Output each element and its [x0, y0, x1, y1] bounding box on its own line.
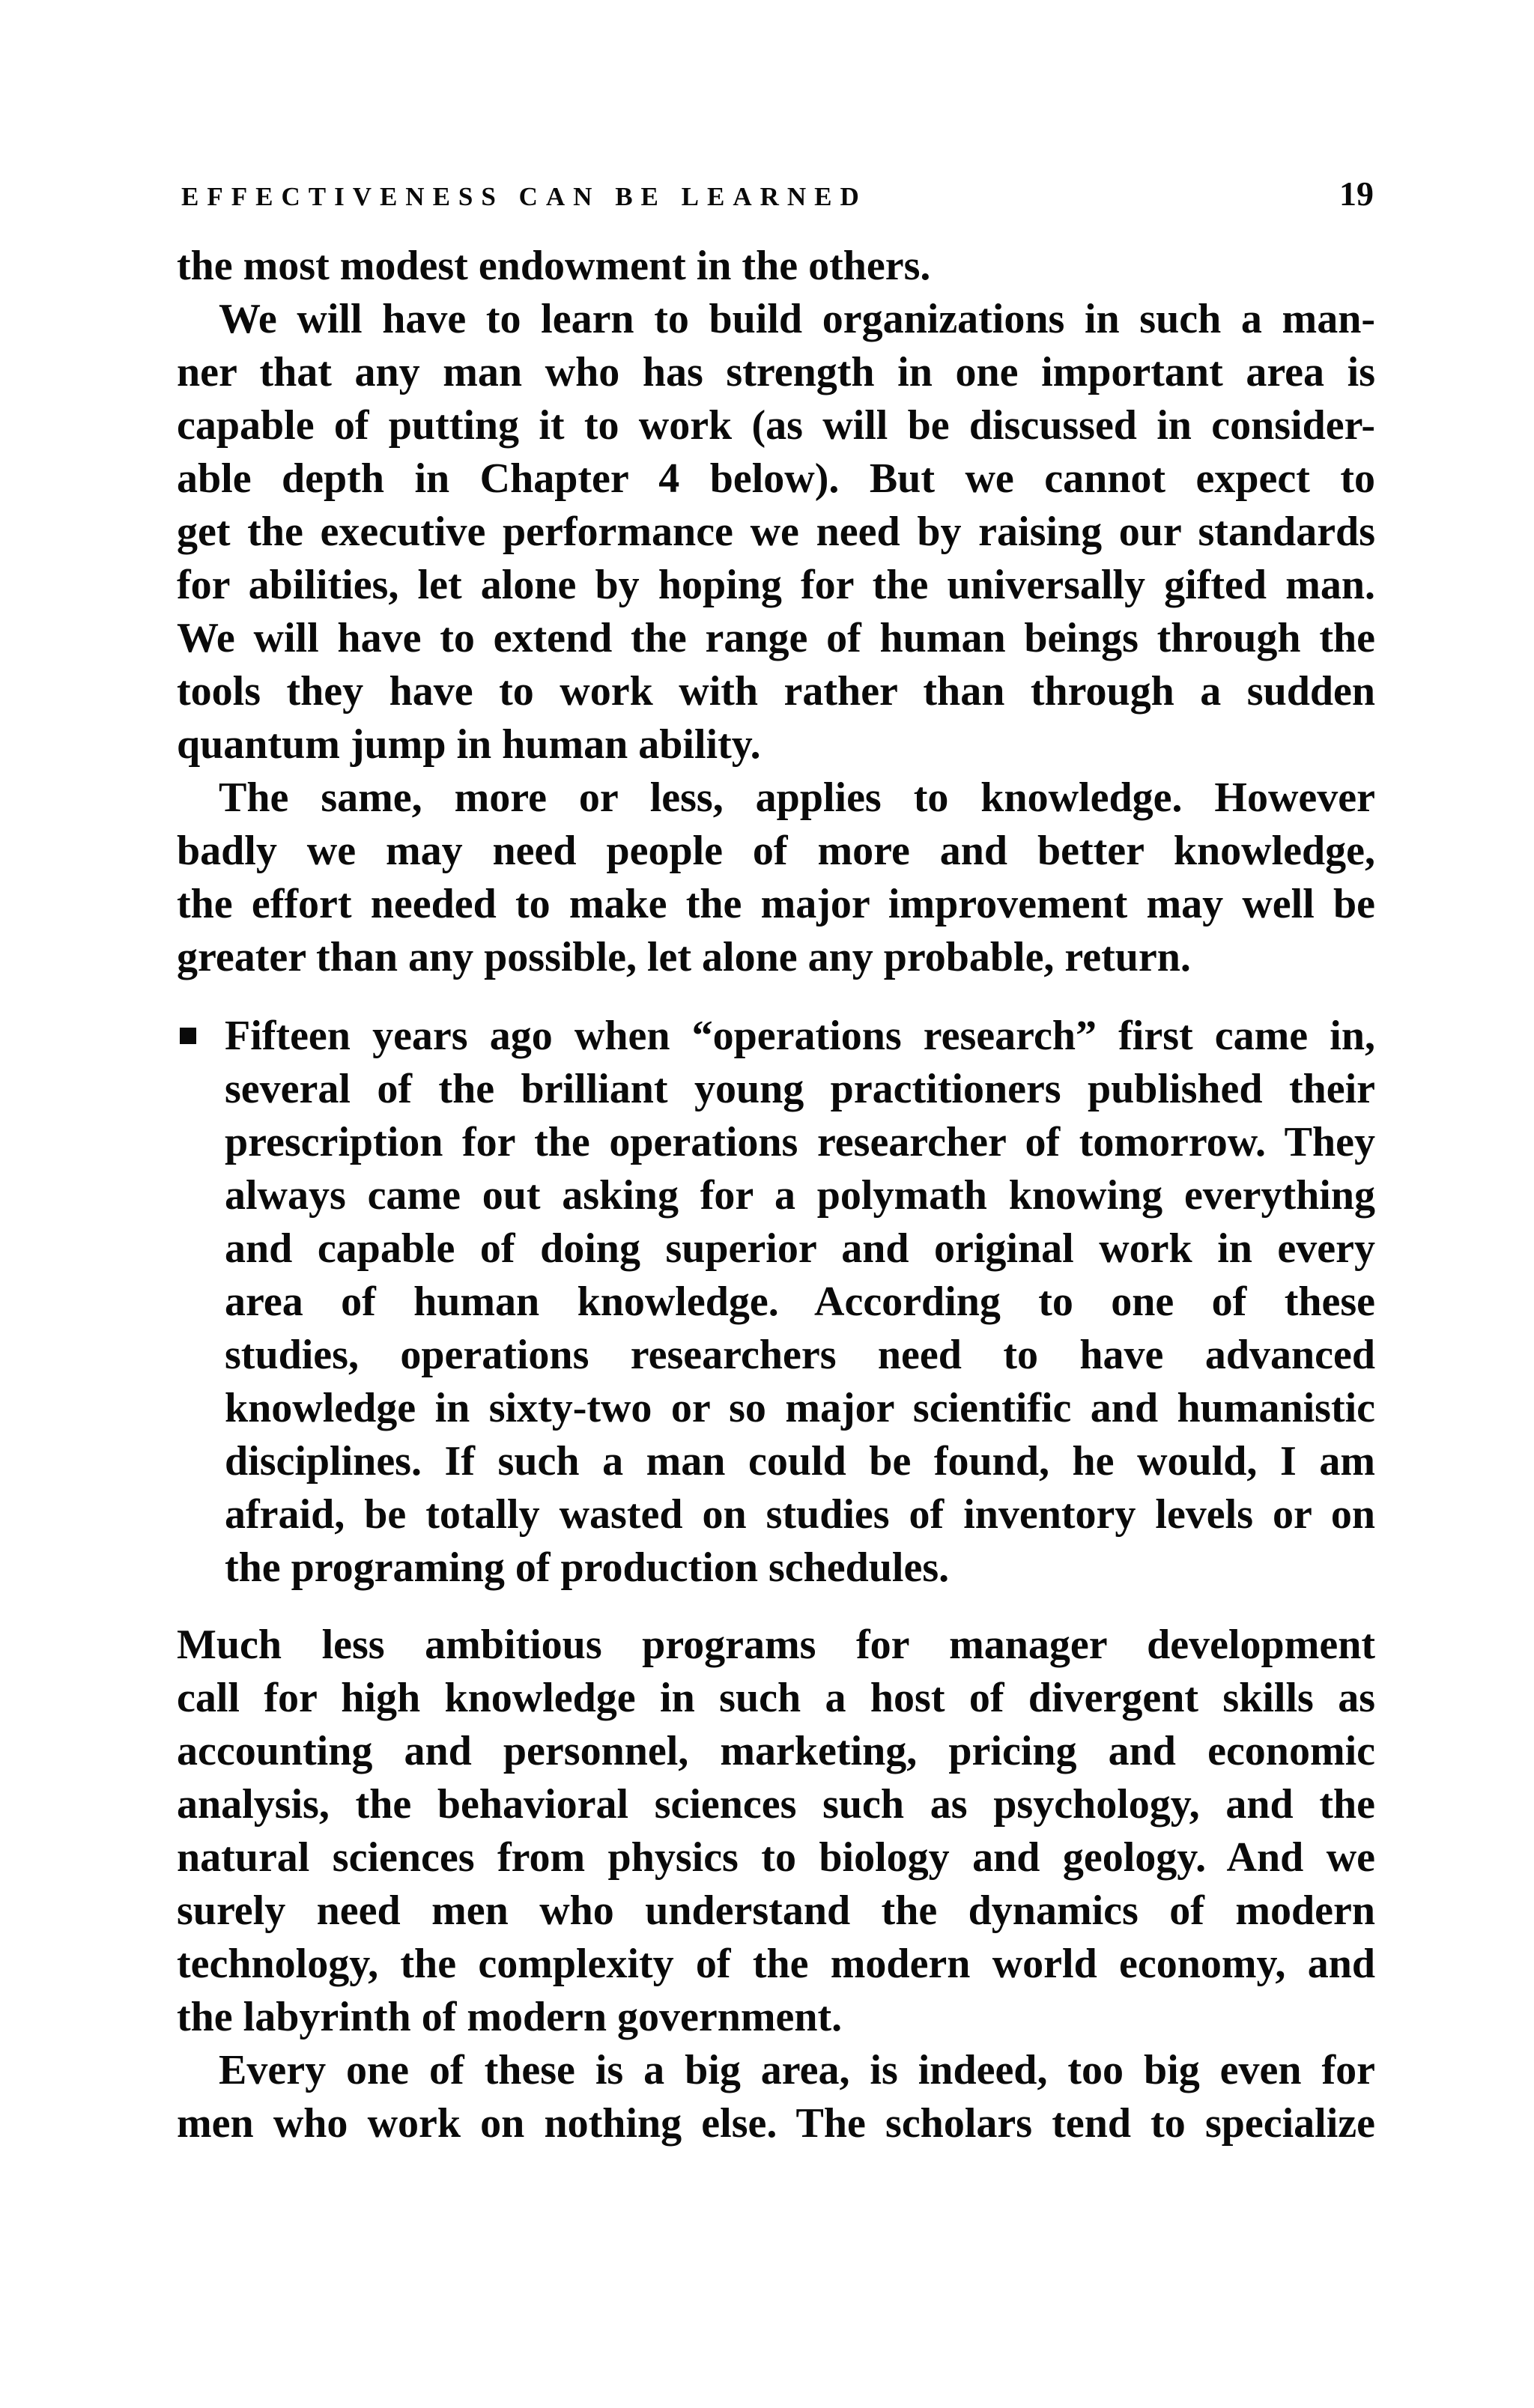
text-line: Much less ambitious programs for manager development [177, 1622, 1375, 1668]
paragraph-knowledge [177, 771, 1375, 984]
text-line: natural sciences from physics to biology and geology. And we [177, 1834, 1375, 1881]
text-line: several of the brilliant young practitioners published their [225, 1066, 1375, 1112]
paragraph-organizations [177, 293, 1375, 771]
text-line: the labyrinth of modern government. [177, 1994, 843, 2040]
text-line: accounting and personnel, marketing, pricing and economic [177, 1728, 1375, 1774]
text-line: the programing of production schedules. [225, 1544, 950, 1591]
text-line: always came out asking for a polymath knowing everything [225, 1172, 1375, 1219]
square-bullet-icon [180, 1028, 196, 1044]
text-line: area of human knowledge. According to one of these [225, 1279, 1375, 1325]
text-line: the most modest endowment in the others. [177, 243, 931, 289]
text-line: afraid, be totally wasted on studies of inventory levels or on [225, 1491, 1375, 1538]
text-line: men who work on nothing else. The scholars tend to specialize [177, 2100, 1375, 2147]
running-title: EFFECTIVENESS CAN BE LEARNED [181, 182, 867, 211]
text-line: call for high knowledge in such a host of divergent skills as [177, 1675, 1375, 1721]
text-line: and capable of doing superior and original work in every [225, 1225, 1375, 1272]
text-line: able depth in Chapter 4 below). But we cannot expect to [177, 455, 1375, 502]
text-line: Fifteen years ago when “operations research” first came in, [225, 1013, 1375, 1059]
text-line: quantum jump in human ability. [177, 721, 761, 768]
text-line: get the executive performance we need by raising our standards [177, 509, 1375, 555]
text-line: capable of putting it to work (as will be discussed in consider- [177, 402, 1375, 449]
text-line: prescription for the operations researcher of tomorrow. They [225, 1119, 1375, 1165]
text-line: technology, the complexity of the modern world economy, and [177, 1941, 1375, 1987]
text-line: The same, more or less, applies to knowledge. However [219, 774, 1375, 821]
text-line: We will have to extend the range of human beings through the [177, 615, 1375, 661]
text-line: disciplines. If such a man could be found, he would, I am [225, 1438, 1375, 1484]
text-line: for abilities, let alone by hoping for the universally gifted man. [177, 562, 1375, 608]
text-line: the effort needed to make the major improvement may well be [177, 881, 1375, 927]
text-line: tools they have to work with rather than through a sudden [177, 668, 1375, 715]
text-line: badly we may need people of more and better knowledge, [177, 828, 1375, 874]
text-line: analysis, the behavioral sciences such as psychology, and the [177, 1781, 1375, 1828]
page-number: 19 [1339, 175, 1374, 213]
running-head [181, 174, 1374, 219]
bulleted-example [177, 1010, 1375, 1595]
bulleted-example-text [177, 1010, 1375, 1595]
text-line: studies, operations researchers need to have advanced [225, 1332, 1375, 1378]
paragraph-manager-development [177, 1619, 1375, 2044]
body-text [177, 240, 1375, 2150]
text-line: Every one of these is a big area, is indeed, too big even for [219, 2047, 1375, 2093]
text-line: surely need men who understand the dynamics of modern [177, 1887, 1375, 1934]
text-line: greater than any possible, let alone any probable, return. [177, 934, 1191, 980]
text-line: We will have to learn to build organizations in such a man- [219, 296, 1375, 342]
paragraph-big-areas [177, 2044, 1375, 2150]
paragraph-continuation [177, 240, 1375, 293]
text-line: knowledge in sixty-two or so major scientific and humanistic [225, 1385, 1375, 1431]
text-line: ner that any man who has strength in one important area is [177, 349, 1375, 395]
